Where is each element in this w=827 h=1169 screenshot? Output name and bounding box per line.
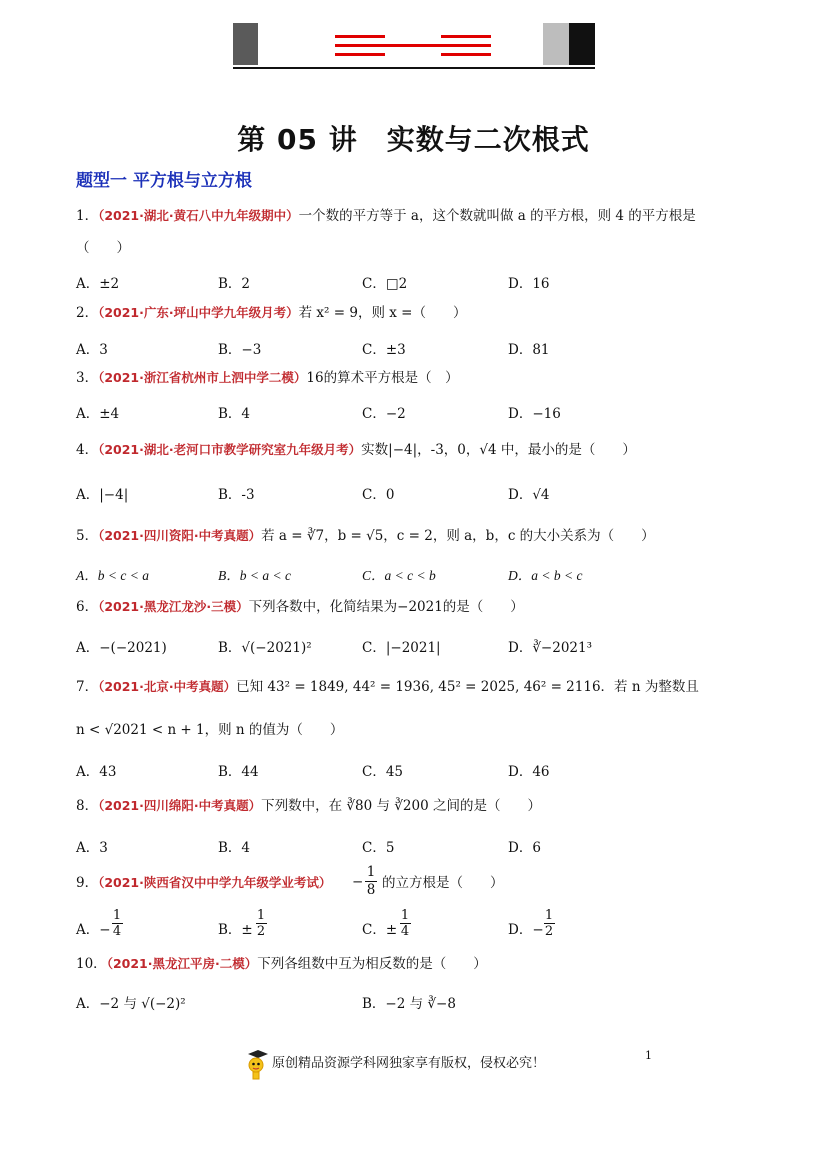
question-source: （2021·广东·坪山中学九年级月考） (98, 305, 299, 320)
question-text: 下列各组数中互为相反数的是（ ） (257, 956, 487, 972)
question-text: 实数|−4|，-3，0，√4 中，最小的是（ ） (361, 442, 636, 458)
option-c: C．±3 (362, 342, 406, 358)
option-c: C．□2 (362, 276, 408, 292)
option-d: D．√4 (508, 487, 550, 503)
option-b: B．4 (218, 406, 251, 422)
question-3: 3．（2021·浙江省杭州市上泗中学二模）16的算术平方根是（ ） (76, 370, 459, 386)
option-c: C．−2 (362, 406, 406, 422)
option-b: B．b < a < c (218, 568, 291, 583)
page-title: 第 05 讲 实数与二次根式 (237, 123, 590, 156)
option-c: C．± (362, 922, 398, 938)
question-7: 7．（2021·北京·中考真题）已知 43² = 1849, 44² = 1936, 45² = 2025, 46² = 2116．若 n 为整数且 (76, 679, 699, 695)
question-text: 若 x² = 9，则 x =（ ） (298, 305, 467, 321)
mascot-logo-icon (244, 1050, 268, 1080)
question-source: （2021·北京·中考真题） (98, 679, 237, 694)
question-1-paren: （ ） (76, 240, 130, 256)
question-2: 2．（2021·广东·坪山中学九年级月考）若 x² = 9，则 x =（ ） (76, 305, 467, 321)
option-b-fraction: 1 2 (256, 908, 266, 939)
option-d-fraction: 1 2 (544, 908, 554, 939)
option-d: D．−16 (508, 406, 561, 422)
question-text: 的立方根是（ ） (382, 875, 504, 891)
question-source: （2021·陕西省汉中中学九年级学业考试） (98, 875, 332, 890)
question-text: 下列数中，在 ∛80 与 ∛200 之间的是（ ） (261, 798, 541, 814)
question-source: （2021·湖北·黄石八中九年级期中） (98, 208, 299, 223)
question-text: 已知 43² = 1849, 44² = 1936, 45² = 2025, 46² = 2116．若 n 为整数且 (236, 679, 699, 695)
option-b: B．−2 与 ∛−8 (362, 996, 456, 1012)
question-source: （2021·黑龙江龙沙·三模） (98, 599, 249, 614)
option-a: A．3 (76, 840, 108, 856)
banner-red-line (441, 35, 491, 38)
banner-dark-block (233, 23, 258, 65)
option-d: D．a < b < c (508, 568, 583, 583)
banner-red-line (335, 35, 385, 38)
question-source: （2021·浙江省杭州市上泗中学二模） (98, 370, 307, 385)
option-c-fraction: 1 4 (400, 908, 410, 939)
question-text: 16的算术平方根是（ ） (306, 370, 459, 386)
option-d: D．81 (508, 342, 550, 358)
question-4: 4．（2021·湖北·老河口市教学研究室九年级月考）实数|−4|，-3，0，√4 中，最小的是（ ） (76, 442, 636, 458)
banner-red-line (441, 53, 491, 56)
option-b: B．√(−2021)² (218, 640, 312, 656)
question-text: 一个数的平方等于 a，这个数就叫做 a 的平方根，则 4 的平方根是 (298, 208, 696, 224)
header-banner (233, 23, 595, 69)
option-b: B．4 (218, 840, 251, 856)
option-b: B．2 (218, 276, 251, 292)
option-a: A．|−4| (76, 487, 129, 503)
banner-red-line (335, 53, 385, 56)
option-a: A．±2 (76, 276, 120, 292)
question-6: 6．（2021·黑龙江龙沙·三模）下列各数中，化简结果为−2021的是（ ） (76, 599, 524, 615)
question-7-line2: n < √2021 < n + 1，则 n 的值为（ ） (76, 722, 344, 738)
question-source: （2021·湖北·老河口市教学研究室九年级月考） (98, 442, 362, 457)
option-d: D．− (508, 922, 544, 938)
section-heading: 题型一 平方根与立方根 (76, 171, 252, 191)
question-8: 8．（2021·四川绵阳·中考真题）下列数中，在 ∛80 与 ∛200 之间的是（ ） (76, 798, 541, 814)
question-source: （2021·黑龙江平房·二模） (106, 956, 258, 971)
option-c: C．45 (362, 764, 404, 780)
option-d: D．∛−2021³ (508, 640, 593, 656)
question-source: （2021·四川资阳·中考真题） (98, 528, 262, 543)
question-10: 10．（2021·黑龙江平房·二模）下列各组数中互为相反数的是（ ） (76, 956, 487, 972)
option-a: A．− (76, 922, 111, 938)
option-c: C．a < c < b (362, 568, 436, 583)
banner-black-block (569, 23, 595, 65)
option-c: C．|−2021| (362, 640, 441, 656)
option-a: A．3 (76, 342, 108, 358)
option-b: B．−3 (218, 342, 262, 358)
question-source: （2021·四川绵阳·中考真题） (98, 798, 262, 813)
page-number: 1 (645, 1049, 652, 1062)
banner-red-line (335, 44, 491, 47)
option-d: D．16 (508, 276, 550, 292)
option-a: A．−(−2021) (76, 640, 167, 656)
option-c: C．5 (362, 840, 395, 856)
banner-grey-block (543, 23, 569, 65)
option-d: D．6 (508, 840, 541, 856)
question-1: 1．（2021·湖北·黄石八中九年级期中）一个数的平方等于 a，这个数就叫做 a 的平方根，则 4 的平方根是 (76, 208, 696, 224)
option-c: C．0 (362, 487, 395, 503)
question-9: 9．（2021·陕西省汉中中学九年级学业考试） (76, 875, 332, 891)
question-text: 若 a = ∛7，b = √5，c = 2，则 a，b，c 的大小关系为（ ） (261, 528, 655, 544)
option-a: A．−2 与 √(−2)² (76, 996, 186, 1012)
question-5: 5．（2021·四川资阳·中考真题）若 a = ∛7，b = √5，c = 2，则 a，b，c 的大小关系为（ ） (76, 528, 655, 544)
option-b: B．44 (218, 764, 259, 780)
copyright-notice: 原创精品资源学科网独家享有版权，侵权必究！ (272, 1056, 546, 1071)
option-a: A．b < c < a (76, 568, 149, 583)
option-b: B．± (218, 922, 253, 938)
option-b: B．-3 (218, 487, 255, 503)
option-d: D．46 (508, 764, 550, 780)
option-a-fraction: 1 4 (112, 908, 122, 939)
question-text: 下列各数中，化简结果为−2021的是（ ） (248, 599, 524, 615)
option-a: A．43 (76, 764, 117, 780)
option-a: A．±4 (76, 406, 120, 422)
